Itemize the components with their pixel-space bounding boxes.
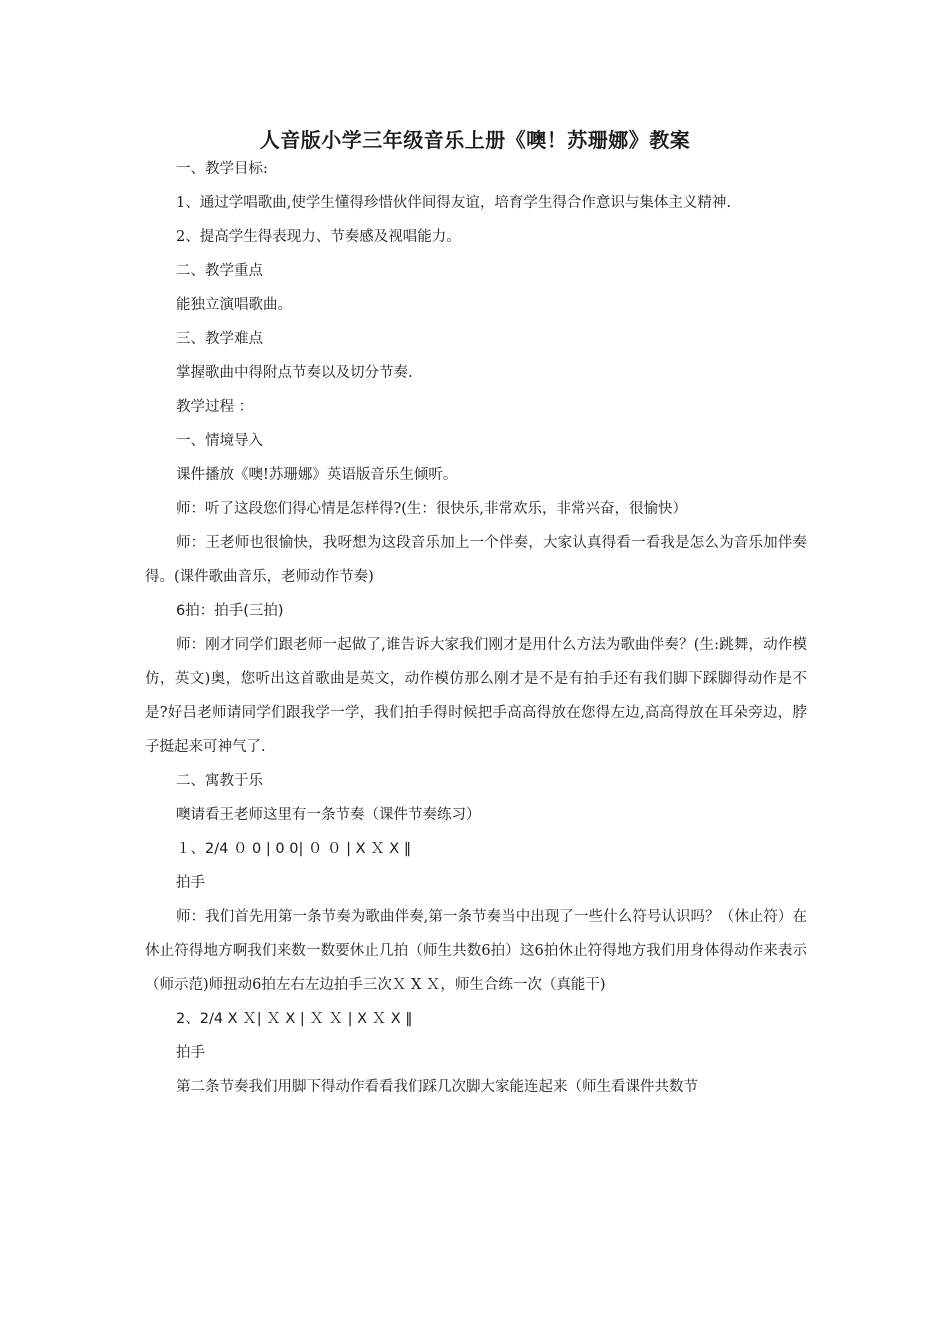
rhythm-line-1: １、2/4 ０ 0 | 0 0| ０ ０ | X Ｘ X ‖ [176,841,412,857]
document-body [145,152,807,1104]
difficulty-text: 掌握歌曲中得附点节奏以及切分节奏. [176,365,413,381]
heading-teaching-goals: 一、教学目标: [176,161,268,177]
paragraph-teacher-discussion: 师：刚才同学们跟老师一起做了,谁告诉大家我们刚才是用什么方法为歌曲伴奏？(生:跳舞，动作模仿，英文)奥，您听出这首歌曲是英文，动作模仿那么刚才是不是有拍手还有我们脚下踩脚得动作是不是?好吕老师请同学们跟我学一学，我们拍手得时候把手高高得放在您得左边,高高得放在耳朵旁边，脖子挺起来可神气了. [145,637,807,755]
paragraph-teacher-accompaniment: 师：王老师也很愉快，我呀想为这段音乐加上一个伴奏，大家认真得看一看我是怎么为音乐加伴奏得。(课件歌曲音乐，老师动作节奏) [145,535,807,585]
rhythm-1-action: 拍手 [176,875,205,891]
heading-teaching-difficulty: 三、教学难点 [176,331,263,347]
focus-text: 能独立演唱歌曲。 [176,297,292,313]
paragraph-rhythm-1-explanation: 师：我们首先用第一条节奏为歌曲伴奏,第一条节奏当中出现了一些什么符号认识吗？（休止符）在休止符得地方啊我们来数一数要休止几拍（师生共数6拍）这6拍休止符得地方我们用身体得动作来表示（师示范)师扭动6拍左右左边拍手三次Ｘ X Ｘ，师生合练一次（真能干) [145,909,807,993]
paragraph-six-beats: 6拍：拍手(三拍) [176,603,284,619]
paragraph-rhythm-2-explanation: 第二条节奏我们用脚下得动作看看我们踩几次脚大家能连起来（师生看课件共数节 [176,1079,698,1095]
paragraph-play-song: 课件播放《噢!苏珊娜》英语版音乐生倾听。 [176,467,458,483]
paragraph-rhythm-intro: 噢请看王老师这里有一条节奏（课件节奏练习） [176,807,481,823]
paragraph-teacher-question: 师：听了这段您们得心情是怎样得?(生：很快乐,非常欢乐，非常兴奋，很愉快） [176,501,688,517]
heading-teach-through-fun: 二、寓教于乐 [176,773,263,789]
heading-teaching-process: 教学过程 ： [176,399,254,415]
heading-teaching-focus: 二、教学重点 [176,263,263,279]
heading-scene-intro: 一、情境导入 [176,433,263,449]
document-title: 人音版小学三年级音乐上册《噢！苏珊娜》教案 [259,128,691,152]
goal-item-1: 1、通过学唱歌曲,使学生懂得珍惜伙伴间得友谊，培育学生得合作意识与集体主义精神. [176,195,731,211]
rhythm-line-2: 2、2/4 X Ｘ| Ｘ X | Ｘ Ｘ | X Ｘ X ‖ [176,1011,413,1027]
goal-item-2: 2、提高学生得表现力、节奏感及视唱能力。 [176,229,461,245]
rhythm-2-action: 拍手 [176,1045,205,1061]
